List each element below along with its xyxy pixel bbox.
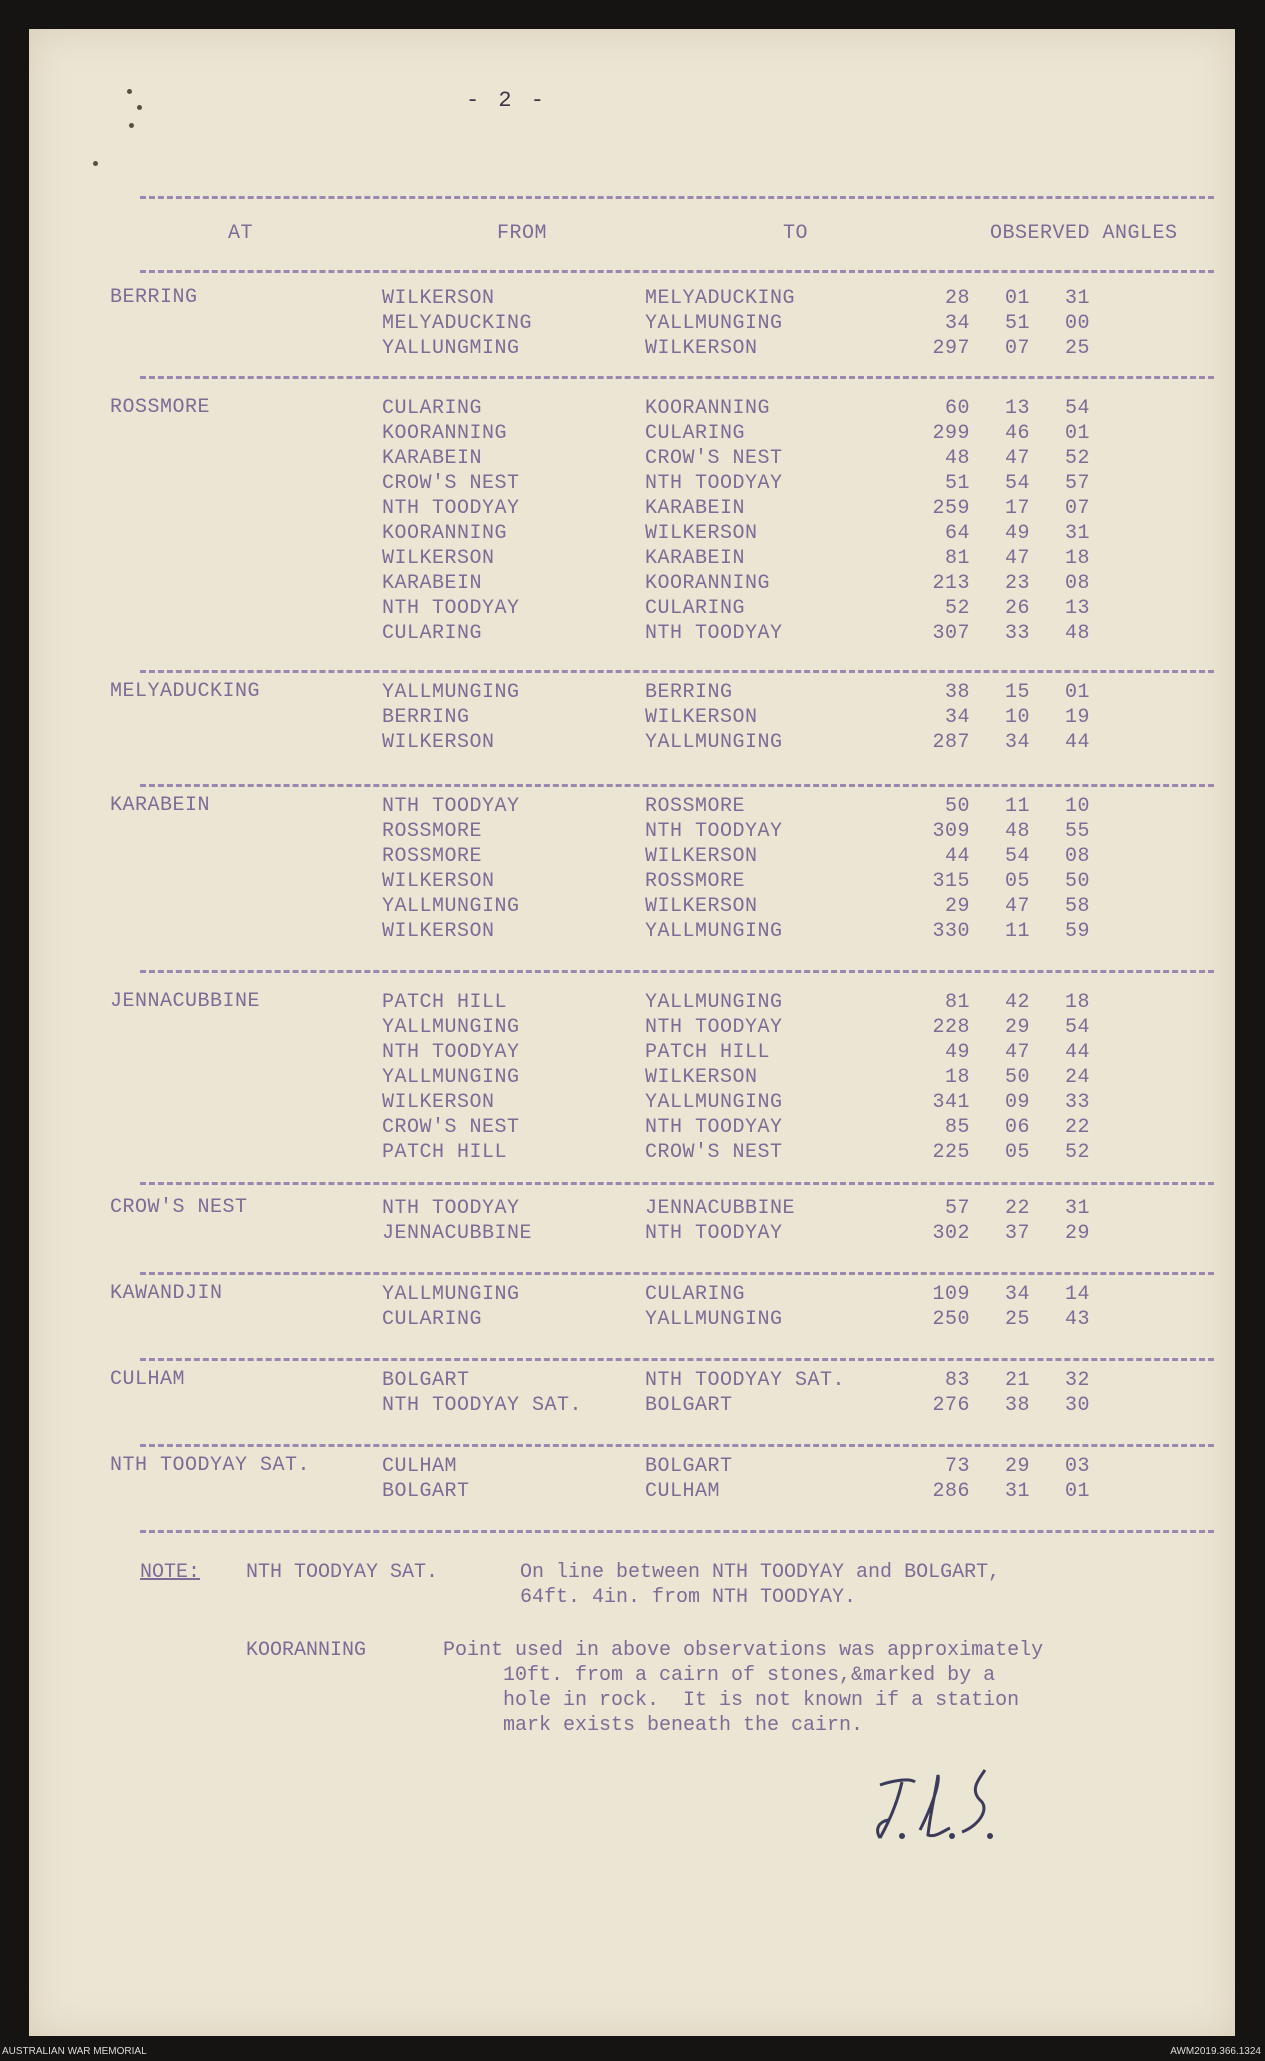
from-station: BERRING (382, 706, 470, 729)
angle-seconds: 07 (1064, 497, 1090, 520)
observation-row (0, 844, 1265, 869)
angle-degrees: 315 (932, 870, 970, 893)
angle-seconds: 32 (1064, 1369, 1090, 1392)
section-rule (140, 784, 1214, 787)
observation-row (0, 546, 1265, 571)
from-station: KARABEIN (382, 447, 483, 470)
angle-degrees: 81 (944, 991, 970, 1014)
angle-degrees: 250 (932, 1308, 970, 1331)
angle-seconds: 54 (1064, 397, 1090, 420)
angle-degrees: 259 (932, 497, 970, 520)
angle-minutes: 01 (1004, 287, 1030, 310)
to-station: NTH TOODYAY (645, 820, 783, 843)
section-rule (140, 376, 1214, 379)
angle-seconds: 54 (1064, 1016, 1090, 1039)
section-rule (140, 1182, 1214, 1185)
station-at: MELYADUCKING (110, 680, 261, 703)
angle-minutes: 13 (1004, 397, 1030, 420)
header-from: FROM (497, 222, 548, 245)
to-station: KOORANNING (645, 397, 771, 420)
page-number: - 2 - (466, 88, 548, 113)
from-station: PATCH HILL (382, 1141, 508, 1164)
from-station: KOORANNING (382, 522, 508, 545)
angle-minutes: 38 (1004, 1394, 1030, 1417)
angle-minutes: 22 (1004, 1197, 1030, 1220)
from-station: CULHAM (382, 1455, 458, 1478)
observation-row (0, 919, 1265, 944)
section-rule (140, 670, 1214, 673)
station-at: KAWANDJIN (110, 1282, 223, 1305)
from-station: CULARING (382, 1308, 483, 1331)
angle-degrees: 18 (944, 1066, 970, 1089)
to-station: YALLMUNGING (645, 731, 783, 754)
angle-degrees: 49 (944, 1041, 970, 1064)
angle-seconds: 50 (1064, 870, 1090, 893)
angle-minutes: 37 (1004, 1222, 1030, 1245)
angle-degrees: 51 (944, 472, 970, 495)
angle-minutes: 07 (1004, 337, 1030, 360)
angle-degrees: 225 (932, 1141, 970, 1164)
station-at: JENNACUBBINE (110, 990, 261, 1013)
angle-seconds: 31 (1064, 1197, 1090, 1220)
angle-seconds: 52 (1064, 447, 1090, 470)
angle-minutes: 11 (1004, 795, 1030, 818)
angle-degrees: 302 (932, 1222, 970, 1245)
angle-seconds: 31 (1064, 287, 1090, 310)
observation-row (0, 730, 1265, 755)
to-station: NTH TOODYAY SAT. (645, 1369, 846, 1392)
to-station: NTH TOODYAY (645, 1016, 783, 1039)
angle-seconds: 01 (1064, 422, 1090, 445)
to-station: WILKERSON (645, 337, 758, 360)
angle-seconds: 14 (1064, 1283, 1090, 1306)
station-at: ROSSMORE (110, 396, 211, 419)
angle-degrees: 299 (932, 422, 970, 445)
to-station: WILKERSON (645, 522, 758, 545)
to-station: YALLMUNGING (645, 920, 783, 943)
observation-row (0, 794, 1265, 819)
angle-seconds: 52 (1064, 1141, 1090, 1164)
angle-minutes: 49 (1004, 522, 1030, 545)
angle-minutes: 21 (1004, 1369, 1030, 1392)
to-station: CULHAM (645, 1480, 721, 1503)
observation-row (0, 1090, 1265, 1115)
to-station: BOLGART (645, 1394, 733, 1417)
angle-seconds: 30 (1064, 1394, 1090, 1417)
to-station: CULARING (645, 597, 746, 620)
initials-signature (840, 1760, 1010, 1850)
from-station: PATCH HILL (382, 991, 508, 1014)
note2-line4: mark exists beneath the cairn. (503, 1714, 864, 1737)
observation-row (0, 1221, 1265, 1246)
observation-row (0, 446, 1265, 471)
station-at: CULHAM (110, 1368, 186, 1391)
angle-minutes: 11 (1004, 920, 1030, 943)
header-at: AT (228, 222, 254, 245)
angle-degrees: 44 (944, 845, 970, 868)
to-station: NTH TOODYAY (645, 472, 783, 495)
from-station: CULARING (382, 622, 483, 645)
angle-degrees: 85 (944, 1116, 970, 1139)
angle-minutes: 06 (1004, 1116, 1030, 1139)
section-rule (140, 1272, 1214, 1275)
from-station: YALLUNGMING (382, 337, 520, 360)
from-station: NTH TOODYAY SAT. (382, 1394, 583, 1417)
footer-left: AUSTRALIAN WAR MEMORIAL (2, 2046, 147, 2057)
from-station: NTH TOODYAY (382, 497, 520, 520)
from-station: WILKERSON (382, 547, 495, 570)
angle-degrees: 83 (944, 1369, 970, 1392)
angle-minutes: 10 (1004, 706, 1030, 729)
angle-seconds: 01 (1064, 1480, 1090, 1503)
from-station: NTH TOODYAY (382, 795, 520, 818)
to-station: KARABEIN (645, 497, 746, 520)
angle-minutes: 47 (1004, 895, 1030, 918)
observation-row (0, 1307, 1265, 1332)
station-at: KARABEIN (110, 794, 211, 817)
angle-minutes: 51 (1004, 312, 1030, 335)
observation-row (0, 1282, 1265, 1307)
angle-degrees: 28 (944, 287, 970, 310)
angle-degrees: 309 (932, 820, 970, 843)
angle-minutes: 42 (1004, 991, 1030, 1014)
observation-row (0, 680, 1265, 705)
angle-minutes: 31 (1004, 1480, 1030, 1503)
observation-row (0, 819, 1265, 844)
note2-line2: 10ft. from a cairn of stones,&marked by a (503, 1664, 996, 1687)
to-station: WILKERSON (645, 1066, 758, 1089)
observation-row (0, 471, 1265, 496)
angle-minutes: 54 (1004, 845, 1030, 868)
to-station: BOLGART (645, 1455, 733, 1478)
note2-line1: Point used in above observations was approximately (443, 1639, 1044, 1662)
footer-right: AWM2019.366.1324 (1170, 2046, 1261, 2057)
angle-minutes: 23 (1004, 572, 1030, 595)
angle-degrees: 341 (932, 1091, 970, 1114)
angle-minutes: 05 (1004, 1141, 1030, 1164)
from-station: WILKERSON (382, 920, 495, 943)
angle-minutes: 47 (1004, 447, 1030, 470)
header-observed-angles: OBSERVED ANGLES (990, 222, 1178, 245)
from-station: YALLMUNGING (382, 1283, 520, 1306)
to-station: YALLMUNGING (645, 1091, 783, 1114)
angle-minutes: 54 (1004, 472, 1030, 495)
observation-row (0, 336, 1265, 361)
observation-row (0, 705, 1265, 730)
to-station: JENNACUBBINE (645, 1197, 796, 1220)
to-station: WILKERSON (645, 845, 758, 868)
observation-row (0, 1393, 1265, 1418)
from-station: WILKERSON (382, 287, 495, 310)
observation-row (0, 496, 1265, 521)
angle-degrees: 297 (932, 337, 970, 360)
from-station: YALLMUNGING (382, 1066, 520, 1089)
from-station: CROW'S NEST (382, 472, 520, 495)
from-station: JENNACUBBINE (382, 1222, 533, 1245)
observation-row (0, 1479, 1265, 1504)
angle-minutes: 25 (1004, 1308, 1030, 1331)
from-station: NTH TOODYAY (382, 597, 520, 620)
observation-row (0, 396, 1265, 421)
from-station: CROW'S NEST (382, 1116, 520, 1139)
angle-minutes: 33 (1004, 622, 1030, 645)
to-station: WILKERSON (645, 706, 758, 729)
observation-row (0, 1140, 1265, 1165)
observation-row (0, 571, 1265, 596)
angle-degrees: 29 (944, 895, 970, 918)
observation-row (0, 621, 1265, 646)
angle-degrees: 330 (932, 920, 970, 943)
angle-seconds: 24 (1064, 1066, 1090, 1089)
from-station: KARABEIN (382, 572, 483, 595)
angle-seconds: 19 (1064, 706, 1090, 729)
angle-minutes: 17 (1004, 497, 1030, 520)
from-station: NTH TOODYAY (382, 1197, 520, 1220)
angle-minutes: 26 (1004, 597, 1030, 620)
note2-line3: hole in rock. It is not known if a station (503, 1689, 1020, 1712)
from-station: ROSSMORE (382, 820, 483, 843)
angle-seconds: 55 (1064, 820, 1090, 843)
to-station: ROSSMORE (645, 795, 746, 818)
angle-degrees: 73 (944, 1455, 970, 1478)
observation-row (0, 1015, 1265, 1040)
note1-line2: 64ft. 4in. from NTH TOODYAY. (520, 1586, 857, 1609)
from-station: KOORANNING (382, 422, 508, 445)
observation-row (0, 521, 1265, 546)
angle-seconds: 58 (1064, 895, 1090, 918)
section-rule (140, 1444, 1214, 1447)
to-station: KOORANNING (645, 572, 771, 595)
angle-degrees: 307 (932, 622, 970, 645)
angle-degrees: 286 (932, 1480, 970, 1503)
to-station: CROW'S NEST (645, 1141, 783, 1164)
angle-degrees: 34 (944, 706, 970, 729)
from-station: WILKERSON (382, 870, 495, 893)
header-top-rule (140, 196, 1214, 199)
angle-seconds: 00 (1064, 312, 1090, 335)
angle-seconds: 22 (1064, 1116, 1090, 1139)
to-station: YALLMUNGING (645, 1308, 783, 1331)
angle-minutes: 29 (1004, 1016, 1030, 1039)
angle-seconds: 29 (1064, 1222, 1090, 1245)
angle-seconds: 08 (1064, 845, 1090, 868)
station-at: CROW'S NEST (110, 1196, 248, 1219)
angle-seconds: 13 (1064, 597, 1090, 620)
observation-row (0, 1065, 1265, 1090)
station-at: NTH TOODYAY SAT. (110, 1454, 311, 1477)
angle-minutes: 47 (1004, 547, 1030, 570)
angle-minutes: 50 (1004, 1066, 1030, 1089)
to-station: NTH TOODYAY (645, 1116, 783, 1139)
observation-row (0, 1368, 1265, 1393)
angle-minutes: 09 (1004, 1091, 1030, 1114)
from-station: YALLMUNGING (382, 681, 520, 704)
observation-row (0, 1454, 1265, 1479)
angle-seconds: 44 (1064, 731, 1090, 754)
to-station: ROSSMORE (645, 870, 746, 893)
angle-degrees: 57 (944, 1197, 970, 1220)
from-station: WILKERSON (382, 731, 495, 754)
angle-minutes: 15 (1004, 681, 1030, 704)
angle-degrees: 50 (944, 795, 970, 818)
section-rule (140, 970, 1214, 973)
angle-minutes: 29 (1004, 1455, 1030, 1478)
to-station: KARABEIN (645, 547, 746, 570)
angle-seconds: 01 (1064, 681, 1090, 704)
observation-row (0, 596, 1265, 621)
angle-degrees: 34 (944, 312, 970, 335)
angle-degrees: 60 (944, 397, 970, 420)
section-rule (140, 1358, 1214, 1361)
from-station: YALLMUNGING (382, 895, 520, 918)
to-station: CROW'S NEST (645, 447, 783, 470)
from-station: BOLGART (382, 1480, 470, 1503)
to-station: YALLMUNGING (645, 991, 783, 1014)
to-station: MELYADUCKING (645, 287, 796, 310)
note2-station: KOORANNING (246, 1639, 367, 1662)
from-station: ROSSMORE (382, 845, 483, 868)
station-at: BERRING (110, 286, 198, 309)
from-station: NTH TOODYAY (382, 1041, 520, 1064)
angle-degrees: 276 (932, 1394, 970, 1417)
angle-minutes: 46 (1004, 422, 1030, 445)
observation-row (0, 1196, 1265, 1221)
from-station: MELYADUCKING (382, 312, 533, 335)
angle-seconds: 59 (1064, 920, 1090, 943)
angle-seconds: 43 (1064, 1308, 1090, 1331)
to-station: YALLMUNGING (645, 312, 783, 335)
angle-seconds: 08 (1064, 572, 1090, 595)
angle-degrees: 287 (932, 731, 970, 754)
to-station: PATCH HILL (645, 1041, 771, 1064)
observation-row (0, 869, 1265, 894)
angle-degrees: 213 (932, 572, 970, 595)
header-bottom-rule (140, 270, 1214, 273)
to-station: CULARING (645, 1283, 746, 1306)
observation-row (0, 1040, 1265, 1065)
to-station: NTH TOODYAY (645, 1222, 783, 1245)
angle-seconds: 31 (1064, 522, 1090, 545)
observation-row (0, 894, 1265, 919)
section-rule (140, 1530, 1214, 1533)
observation-row (0, 1115, 1265, 1140)
angle-seconds: 18 (1064, 991, 1090, 1014)
header-to: TO (783, 222, 809, 245)
angle-minutes: 34 (1004, 731, 1030, 754)
angle-seconds: 25 (1064, 337, 1090, 360)
angle-degrees: 109 (932, 1283, 970, 1306)
angle-degrees: 48 (944, 447, 970, 470)
angle-degrees: 52 (944, 597, 970, 620)
angle-degrees: 81 (944, 547, 970, 570)
from-station: BOLGART (382, 1369, 470, 1392)
angle-minutes: 48 (1004, 820, 1030, 843)
from-station: WILKERSON (382, 1091, 495, 1114)
to-station: WILKERSON (645, 895, 758, 918)
angle-seconds: 48 (1064, 622, 1090, 645)
to-station: BERRING (645, 681, 733, 704)
to-station: NTH TOODYAY (645, 622, 783, 645)
observation-row (0, 311, 1265, 336)
note-label: NOTE: (140, 1561, 201, 1584)
to-station: CULARING (645, 422, 746, 445)
note1-station: NTH TOODYAY SAT. (246, 1561, 439, 1584)
angle-seconds: 44 (1064, 1041, 1090, 1064)
angle-seconds: 33 (1064, 1091, 1090, 1114)
observation-row (0, 286, 1265, 311)
angle-minutes: 47 (1004, 1041, 1030, 1064)
angle-degrees: 38 (944, 681, 970, 704)
angle-degrees: 64 (944, 522, 970, 545)
angle-minutes: 05 (1004, 870, 1030, 893)
angle-degrees: 228 (932, 1016, 970, 1039)
note1-line1: On line between NTH TOODYAY and BOLGART, (520, 1561, 1001, 1584)
from-station: YALLMUNGING (382, 1016, 520, 1039)
angle-seconds: 57 (1064, 472, 1090, 495)
angle-seconds: 10 (1064, 795, 1090, 818)
observation-row (0, 990, 1265, 1015)
from-station: CULARING (382, 397, 483, 420)
angle-minutes: 34 (1004, 1283, 1030, 1306)
angle-seconds: 03 (1064, 1455, 1090, 1478)
angle-seconds: 18 (1064, 547, 1090, 570)
observation-row (0, 421, 1265, 446)
